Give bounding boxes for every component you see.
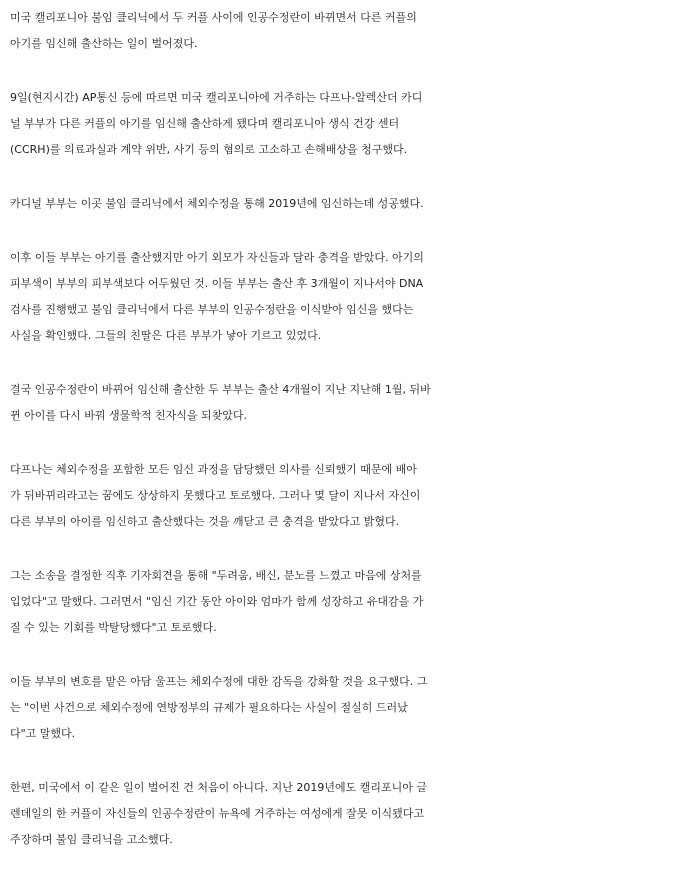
paragraph-line: 9일(현지시간) AP통신 등에 따르면 미국 캘리포니아에 거주하는 다프나-알렉산더 카디 — [10, 91, 423, 104]
paragraph-8 — [10, 669, 670, 747]
paragraph-line: 결국 인공수정란이 바뀌어 임신해 출산한 두 부부는 출산 4개월이 지난 지난해 1월, 뒤바 — [10, 383, 431, 396]
article-body — [10, 5, 670, 881]
paragraph-3 — [10, 191, 670, 217]
paragraph-line: 렌데일의 한 커플이 자신들의 인공수정란이 뉴욕에 거주하는 여성에게 잘못 이식됐다고 — [10, 807, 425, 820]
paragraph-line: 미국 캘리포니아 불임 클리닉에서 두 커플 사이에 인공수정란이 바뀌면서 다른 커플의 — [10, 11, 417, 24]
paragraph-line: 주장하며 불임 클리닉을 고소했다. — [10, 833, 173, 846]
paragraph-6 — [10, 457, 670, 535]
paragraph-line: 검사를 진행했고 불임 클리닉에서 다른 부부의 인공수정란을 이식받아 임신을 했다는 — [10, 303, 414, 316]
paragraph-line: 이들 부부의 변호를 맡은 아담 울프는 체외수정에 대한 감독을 강화할 것을 요구했다. 그 — [10, 675, 428, 688]
paragraph-line: 사실을 확인했다. 그들의 친딸은 다른 부부가 낳아 기르고 있었다. — [10, 329, 322, 342]
paragraph-line: 그는 소송을 결정한 직후 기자회견을 통해 "두려움, 배신, 분노를 느꼈고 마음에 상처를 — [10, 569, 422, 582]
paragraph-line: 아기를 임신해 출산하는 일이 벌어졌다. — [10, 37, 198, 50]
paragraph-9 — [10, 775, 670, 853]
paragraph-4 — [10, 245, 670, 349]
paragraph-2 — [10, 85, 670, 163]
paragraph-line: 널 부부가 다른 커플의 아기를 임신해 출산하게 됐다며 캘리포니아 생식 건강 센터 — [10, 117, 400, 130]
paragraph-5 — [10, 377, 670, 429]
paragraph-1 — [10, 5, 670, 57]
paragraph-line: 다른 부부의 아이를 임신하고 출산했다는 것을 깨닫고 큰 충격을 받았다고 밝혔다. — [10, 515, 400, 528]
paragraph-line: 질 수 있는 기회를 박탈당했다"고 토로했다. — [10, 621, 217, 634]
paragraph-line: (CCRH)를 의료과실과 계약 위반, 사기 등의 혐의로 고소하고 손해배상을 청구했다. — [10, 143, 408, 156]
paragraph-line: 피부색이 부부의 피부색보다 어두웠던 것. 이들 부부는 출산 후 3개월이 지나서야 DNA — [10, 277, 424, 290]
paragraph-line: 뀐 아이를 다시 바꿔 생물학적 친자식을 되찾았다. — [10, 409, 247, 422]
paragraph-line: 이후 이들 부부는 아기를 출산했지만 아기 외모가 자신들과 달라 충격을 받았다. 아기의 — [10, 251, 424, 264]
paragraph-line: 다프나는 체외수정을 포함한 모든 임신 과정을 담당했던 의사를 신뢰했기 때문에 배아 — [10, 463, 417, 476]
paragraph-7 — [10, 563, 670, 641]
paragraph-line: 입었다"고 말했다. 그러면서 "임신 기간 동안 아이와 엄마가 함께 성장하고 유대감을 가 — [10, 595, 424, 608]
paragraph-line: 한편, 미국에서 이 같은 일이 벌어진 건 처음이 아니다. 지난 2019년에도 캘리포니아 글 — [10, 781, 427, 794]
paragraph-line: 가 뒤바뀌리라고는 꿈에도 상상하지 못했다고 토로했다. 그러나 몇 달이 지나서 자신이 — [10, 489, 421, 502]
paragraph-line: 카디널 부부는 이곳 불임 클리닉에서 체외수정을 통해 2019년에 임신하는데 성공했다. — [10, 197, 424, 210]
paragraph-line: 다"고 말했다. — [10, 727, 76, 740]
paragraph-line: 는 "이번 사건으로 체외수정에 연방정부의 규제가 필요하다는 사실이 절실히 드러났 — [10, 701, 408, 714]
